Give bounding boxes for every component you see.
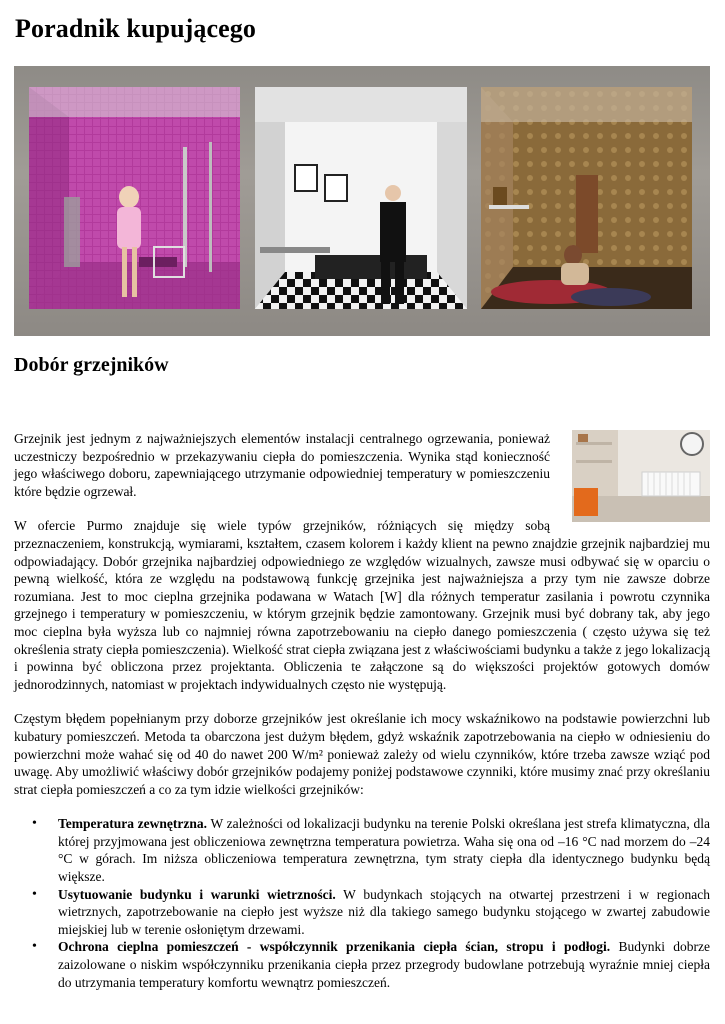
room-lounge bbox=[481, 87, 692, 309]
page-title: Poradnik kupującego bbox=[15, 14, 257, 43]
radiator-illustration bbox=[572, 430, 710, 522]
section-title: Dobór grzejników bbox=[14, 354, 169, 376]
list-item bbox=[58, 886, 710, 939]
office-illustration bbox=[255, 87, 467, 309]
room-bathroom bbox=[29, 87, 240, 309]
radiator-room-image bbox=[572, 430, 710, 522]
factor-term: Ochrona cieplna pomieszczeń - współczynnik przenikania ciepła ścian, stropu i podłogi. bbox=[58, 939, 611, 955]
factor-term: Temperatura zewnętrzna. bbox=[58, 816, 208, 832]
factors-list bbox=[14, 815, 710, 991]
bathroom-illustration bbox=[29, 87, 240, 309]
room-office bbox=[255, 87, 467, 309]
paragraph-purmo: W ofercie Purmo znajduje się wiele typów grzejników, różniących się między sobą przeznaczeniem, konstrukcją, wymiarami, kształtem, czasem kolorem i każdy klient na pewno znajdzie grzejnik najbardziej mu odpowiadający. Dobór grzejnika najbardziej odpowiedniego ze względów wizualnych, zawsze musi odbywać się w oparciu o pewną wielkość, która ze względu na podstawową funkcję grzejnika jest najważniejsza a przy tym nie zawsze dobrze rozumiana. Jest to moc cieplna grzejnika podawana w Watach [W] dla różnych temperatur zasilania i powrotu czynnika grzejnego i temperatury w pomieszczeniu, w którym grzejnik będzie zamontowany. Grzejnik musi być dobrany tak, aby jego moc cieplna była wyższa lub co najmniej równa zapotrzebowaniu na ciepło danego pomieszczenia ( często używa się też określenia straty ciepła pomieszczenia). Wielkość strat ciepła związana jest z właściwościami budynku a także z jego lokalizacją i powinna być obliczona przez projektanta. Obliczenia te załączone są do większości projektów gotowych domów jednorodzinnych, natomiast w projektach indywidualnych często nie występują. bbox=[14, 518, 710, 692]
paragraph-intro: Grzejnik jest jednym z najważniejszych elementów instalacji centralnego ogrzewania, ponieważ uczestniczy bezpośrednio w przekazywaniu ciepła do pomieszczenia. Wynika stąd konieczność jego właściwego doboru, zapewniającego utrzymanie odpowiedniej temperatury w pomieszczeniu które będzie ogrzewał. bbox=[14, 431, 550, 499]
factor-text: Budynki dobrze zaizolowane o niskim współczynniku przenikania ciepła przez przegrody budowlane potrzebują wyraźnie mniej ciepła do utrzymania temperatury komfortu wewnątrz pomieszczeń. bbox=[58, 939, 710, 990]
factor-text: W zależności od lokalizacji budynku na terenie Polski określana jest strefa klimatyczna, dla której przyjmowana jest obliczeniowa zewnętrzna temperatura powietrza. Waha się ona od –16 °C nad morzem do –24 °C w górach. Im niższa obliczeniowa temperatura zewnętrzna, tym straty ciepła dla identycznego budynku będą większe. bbox=[58, 816, 710, 885]
paragraph-errors: Częstym błędem popełnianym przy doborze grzejników jest określanie ich mocy wskaźnikowo na podstawie powierzchni lub kubatury pomieszczeń. Metoda ta obarczona jest dużym błędem, gdyż wskaźnik zapotrzebowania na ciepło w odniesieniu do powierzchni może wahać się od 40 do nawet 200 W/m² ponieważ zależy od wielu czynników, które trzeba zawsze wziąć pod uwagę. Aby umożliwić właściwy dobór grzejników podajemy poniżej podstawowe czynniki, które musimy znać przy określaniu strat ciepła pomieszczeń a co za tym idzie wielkości grzejników: bbox=[14, 711, 710, 797]
list-item bbox=[58, 938, 710, 991]
factor-text: W budynkach stojących na otwartej przestrzeni i w regionach wietrznych, zapotrzebowanie na ciepło jest wyższe niż dla takiego samego budynku stojącego w zwartej zabudowie miejskiej lub w terenie osłoniętym drzewami. bbox=[58, 886, 710, 937]
article-body bbox=[14, 430, 710, 991]
list-item bbox=[58, 815, 710, 885]
hero-image bbox=[14, 66, 710, 336]
factor-term: Usytuowanie budynku i warunki wietrzności. bbox=[58, 886, 336, 902]
lounge-illustration bbox=[481, 87, 692, 309]
